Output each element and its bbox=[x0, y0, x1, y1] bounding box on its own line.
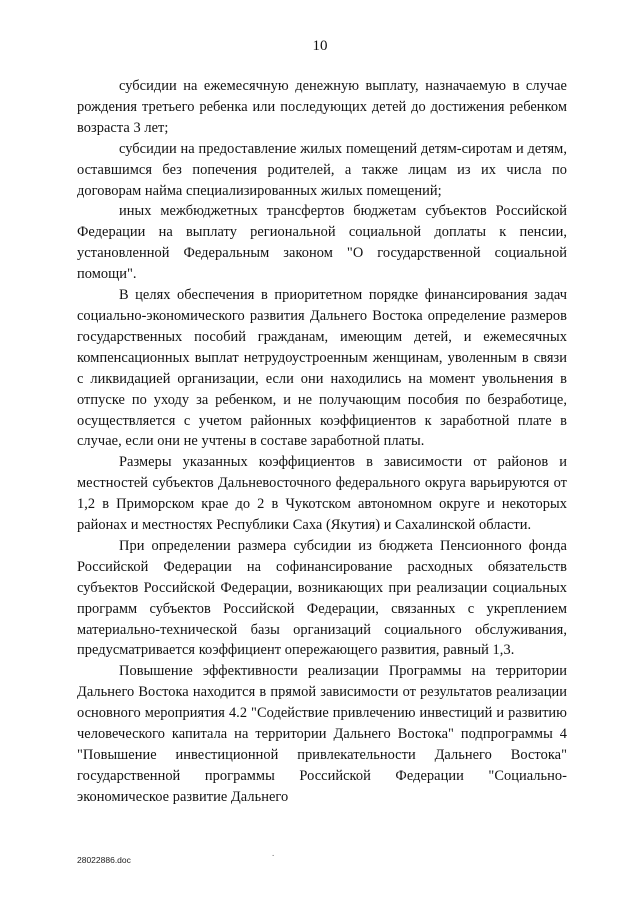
paragraph: При определении размера субсидии из бюджета Пенсионного фонда Российской Федерации на софинансирование расходных обязательств субъектов Российской Федерации, возникающих при реализации социальных программ субъектов Российской Федерации, связанных с укреплением материально-технической базы организаций социального обслуживания, предусматривается коэффициент опережающего развития, равный 1,3. bbox=[77, 537, 567, 659]
paragraph: Повышение эффективности реализации Программы на территории Дальнего Востока находится в прямой зависимости от результатов реализации основного мероприятия 4.2 "Содействие привлечению инвестиций и развитию человеческого капитала на территории Дальнего Востока" подпрограммы 4 "Повышение инвестиционной привлекательности Дальнего Востока" государственной программы Российской Федерации "Социально-экономическое развитие Дальнего bbox=[77, 663, 567, 805]
paragraph: субсидии на ежемесячную денежную выплату, назначаемую в случае рождения третьего ребенка или последующих детей до достижения ребенком возраста 3 лет; bbox=[77, 78, 567, 136]
paragraph: субсидии на предоставление жилых помещений детям-сиротам и детям, оставшимся без попечения родителей, а также лицам из их числа по договорам найма специализированных жилых помещений; bbox=[77, 140, 567, 199]
document-body bbox=[77, 76, 567, 808]
footer-mark: . bbox=[272, 848, 275, 858]
page-number: 10 bbox=[312, 38, 328, 54]
paragraph: В целях обеспечения в приоритетном порядке финансирования задач социально-экономического развития Дальнего Востока определение размеров государственных пособий гражданам, имеющим детей, и ежемесячных компенсационных выплат нетрудоустроенным женщинам, уволенным в связи с ликвидацией организации, если они находились на момент увольнения в отпуске по уходу за ребенком, и не получающим пособия по безработице, осуществляется с учетом районных коэффициентов к заработной плате в случае, если они не учтены в составе заработной платы. bbox=[77, 287, 567, 450]
document-filename: 28022886.doc bbox=[77, 855, 131, 865]
paragraph: Размеры указанных коэффициентов в зависимости от районов и местностей субъектов Дальневосточного федерального округа варьируются от 1,2 в Приморском крае до 2 в Чукотском автономном округе и некоторых районах и местностях Республики Саха (Якутия) и Сахалинской области. bbox=[77, 454, 567, 534]
paragraph: иных межбюджетных трансфертов бюджетам субъектов Российской Федерации на выплату региональной социальной доплаты к пенсии, установленной Федеральным законом "О государственной социальной помощи". bbox=[77, 203, 567, 283]
